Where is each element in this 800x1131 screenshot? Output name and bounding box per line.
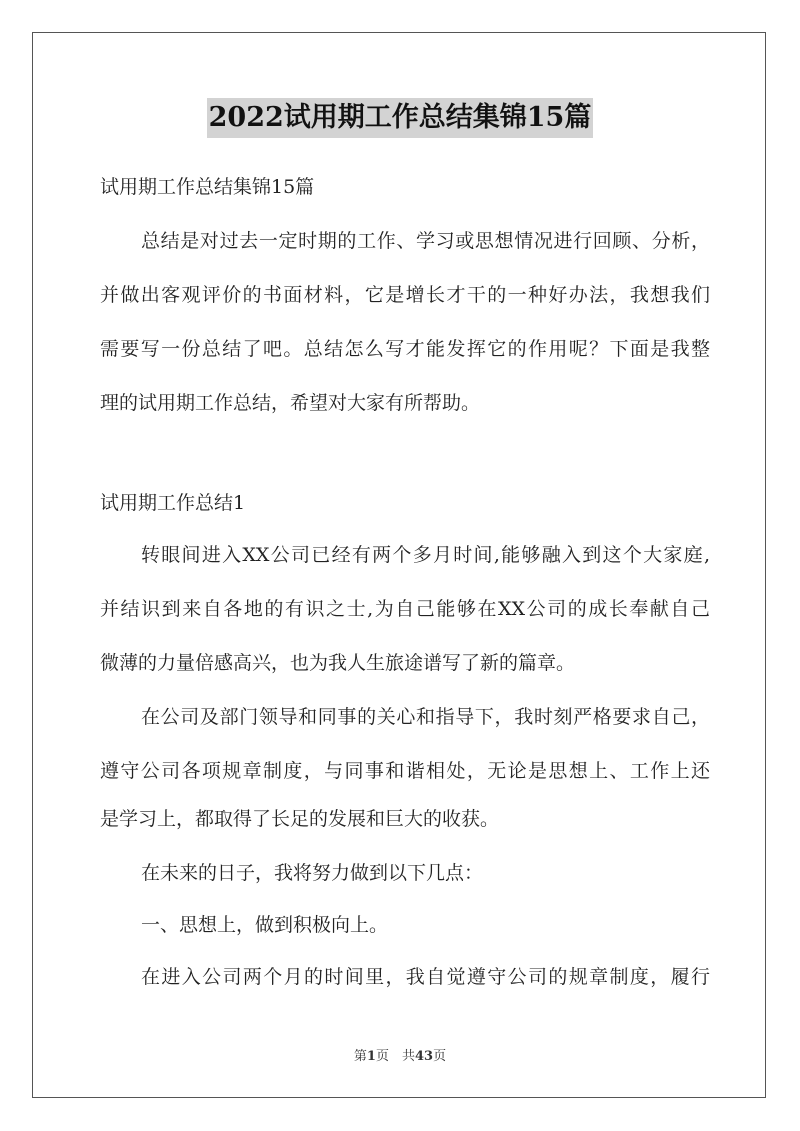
paragraph3: 在未来的日子，我将努力做到以下几点：: [141, 862, 484, 884]
total-pages: 43: [414, 1049, 434, 1064]
footer-suffix: 页: [433, 1049, 447, 1064]
paragraph4-line: 在进入公司两个月的时间里，我自觉遵守公司的规章制度，履行: [141, 966, 710, 988]
intro-line: 总结是对过去一定时期的工作、学习或思想情况进行回顾、分析，: [141, 230, 710, 252]
paragraph1-line: 并结识到来自各地的有识之士,为自己能够在XX公司的成长奉献自己: [100, 598, 710, 620]
section-heading: 试用期工作总结1: [100, 492, 246, 514]
footer-mid: 页 共: [375, 1049, 415, 1064]
title-wrap: [0, 98, 800, 138]
document-title: 2022试用期工作总结集锦15篇: [207, 98, 594, 138]
paragraph1-line: 转眼间进入XX公司已经有两个多月时间,能够融入到这个大家庭,: [141, 544, 710, 566]
paragraph2-line: 在公司及部门领导和同事的关心和指导下，我时刻严格要求自己，: [141, 706, 710, 728]
paragraph1-line: 微薄的力量倍感高兴，也为我人生旅途谱写了新的篇章。: [100, 652, 576, 674]
footer-prefix: 第: [353, 1049, 367, 1064]
intro-line: 并做出客观评价的书面材料，它是增长才干的一种好办法，我想我们: [100, 284, 710, 306]
paragraph2-line: 遵守公司各项规章制度，与同事和谐相处，无论是思想上、工作上还: [100, 760, 710, 782]
paragraph2-line: 是学习上，都取得了长足的发展和巨大的收获。: [100, 808, 500, 830]
page-footer: [0, 1045, 800, 1064]
point1: 一、思想上，做到积极向上。: [141, 914, 389, 936]
intro-line: 理的试用期工作总结，希望对大家有所帮助。: [100, 392, 481, 414]
page-number: 1: [366, 1049, 376, 1064]
subtitle: 试用期工作总结集锦15篇: [100, 176, 315, 198]
intro-line: 需要写一份总结了吧。总结怎么写才能发挥它的作用呢？下面是我整: [100, 338, 710, 360]
